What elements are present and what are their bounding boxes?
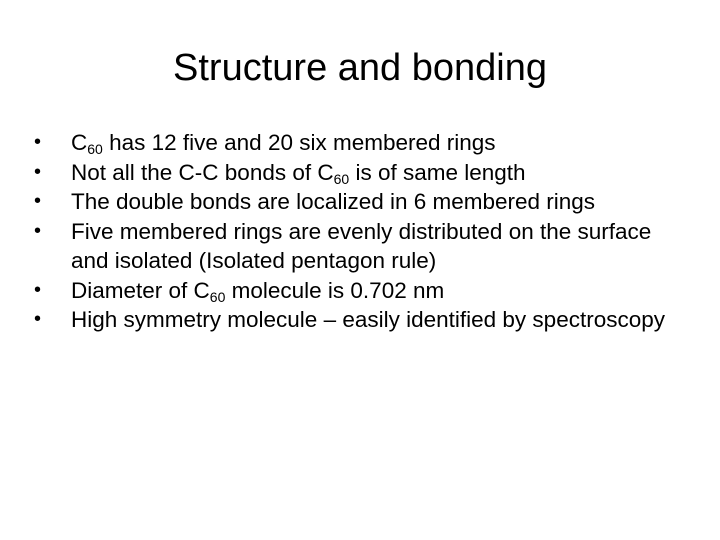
bullet-list [34,128,684,335]
bullet-text [71,219,651,274]
bullet-item [34,158,684,188]
slide-title: Structure and bonding [173,47,547,89]
text-run: Diameter of C [71,277,210,303]
text-run: molecule is 0.702 nm [225,277,445,303]
bullet-item [34,128,684,158]
text-run: High symmetry molecule – easily identified by spectroscopy [71,307,665,332]
bullet-text [71,278,444,303]
bullet-dot-icon: • [34,160,42,183]
subscript: 60 [209,288,226,305]
text-run: has 12 five and 20 six membered rings [102,130,496,155]
text-run: Five membered rings are evenly distributed on the surface and isolated (Isolated pentagon rule) [71,218,652,273]
text-run: The double bonds are localized in 6 membered rings [71,189,596,214]
bullet-text [71,130,496,155]
bullet-item [34,276,684,306]
subscript: 60 [87,141,103,157]
subscript: 60 [333,170,350,187]
bullet-dot-icon: • [34,308,42,330]
bullet-text [71,160,526,185]
text-run: C [71,130,88,155]
bullet-text [71,307,665,332]
bullet-item [34,305,684,335]
bullet-text [71,189,595,214]
text-run: Not all the C-C bonds of C [71,159,334,185]
bullet-dot-icon: • [34,131,42,153]
bullet-dot-icon: • [34,219,42,242]
bullet-item [34,187,684,217]
text-run: is of same length [349,159,526,185]
bullet-item [34,217,684,276]
bullet-dot-icon: • [34,278,42,301]
bullet-dot-icon: • [34,190,42,212]
